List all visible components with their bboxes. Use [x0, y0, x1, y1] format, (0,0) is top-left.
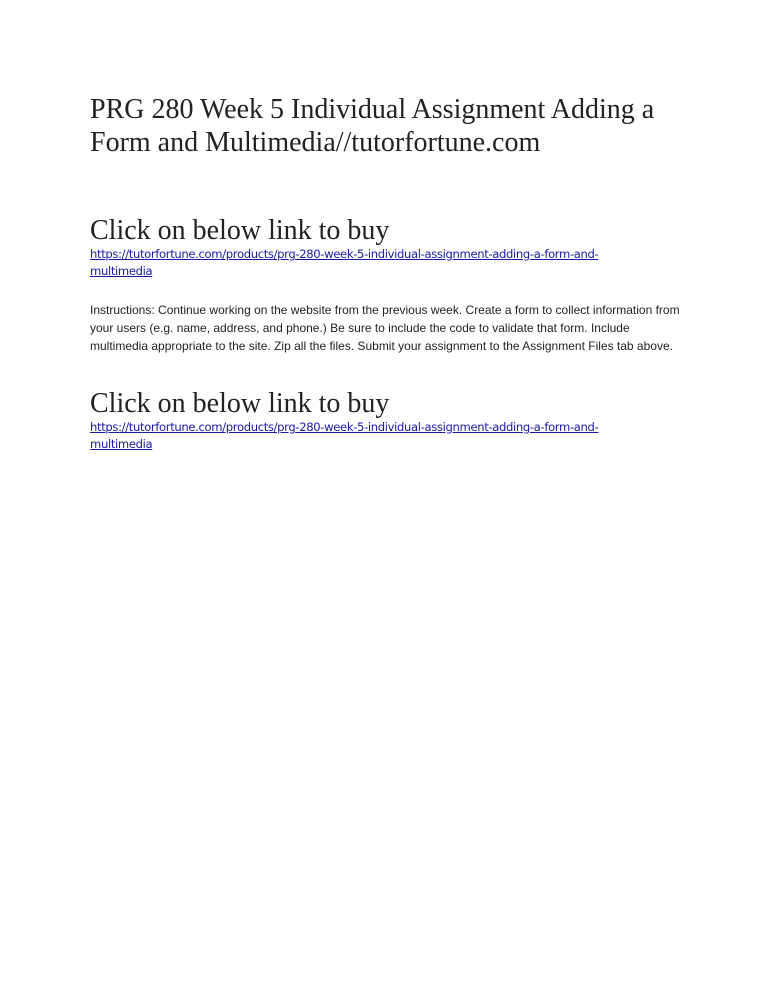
- document-body: [90, 93, 690, 453]
- buy-heading-top: Click on below link to buy: [90, 215, 390, 246]
- buy-heading-bottom: Click on below link to buy: [90, 388, 390, 419]
- buy-link-bottom[interactable]: https://tutorfortune.com/products/prg-280-week-5-individual-assignment-adding-a-form-and-multimedia: [90, 420, 599, 451]
- instructions-text: Instructions: Continue working on the website from the previous week. Create a form to collect information from your users (e.g. name, address, and phone.) Be sure to include the code to validate that form. Include multimedia appropriate to the site. Zip all the files. Submit your assignment to the Assignment Files tab above.: [90, 303, 680, 353]
- buy-link-top[interactable]: https://tutorfortune.com/products/prg-280-week-5-individual-assignment-adding-a-form-and-multimedia: [90, 247, 599, 278]
- document-title: PRG 280 Week 5 Individual Assignment Adding a Form and Multimedia//tutorfortune.com: [90, 94, 655, 158]
